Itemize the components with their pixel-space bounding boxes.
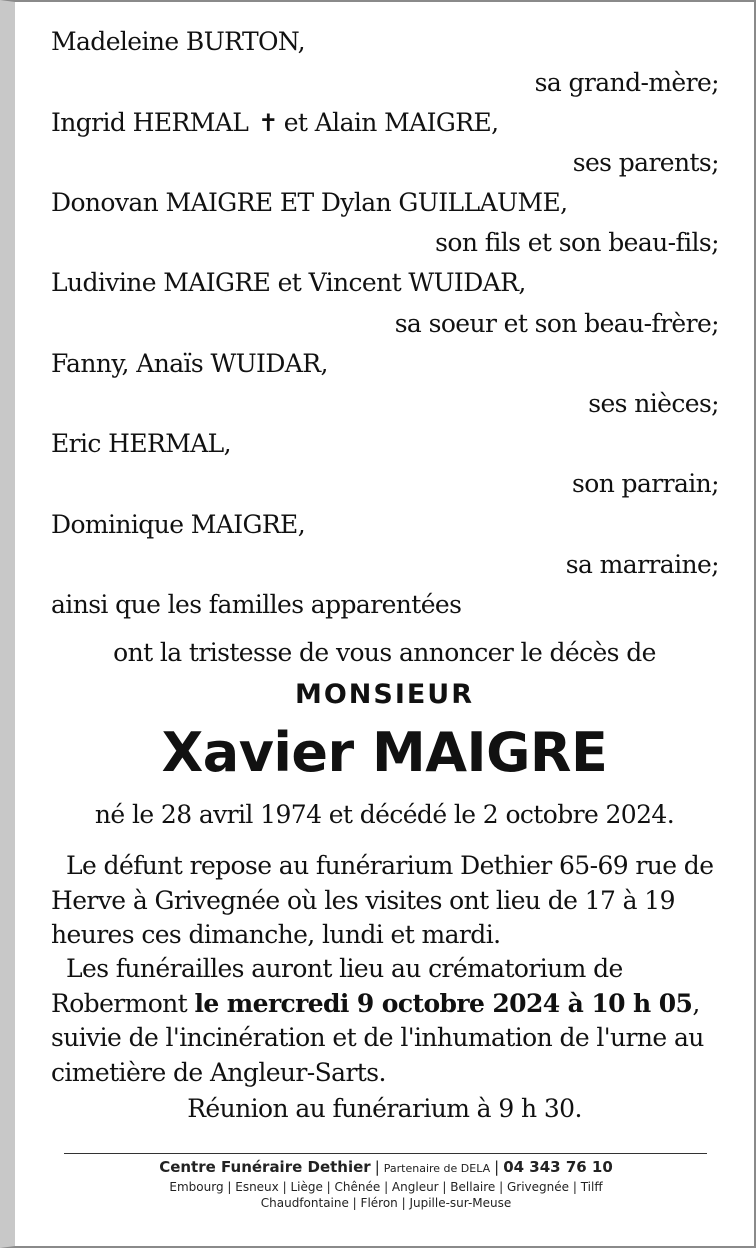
family-name-2 [51, 108, 498, 138]
funeral-date-time: le mercredi 9 octobre 2024 à 10 h 05 [194, 988, 693, 1018]
family-name-5: Fanny, Anaïs WUIDAR, [51, 349, 328, 378]
birth-death-dates: né le 28 avril 1974 et décédé le 2 octobre 2024. [94, 800, 675, 829]
paragraph-visitation [51, 849, 731, 953]
paragraph-funeral-start: Les funérailles auront lieu au crématorium de Robermont [51, 954, 623, 1018]
reunion: Réunion au funérarium à 9 h 30. [187, 1094, 582, 1123]
deceased-name: Xavier MAIGRE [161, 721, 608, 784]
family-name-3: Donovan MAIGRE ET Dylan GUILLAUME, [51, 188, 568, 217]
footer-divider [64, 1153, 707, 1154]
paragraph-funeral [51, 952, 731, 1090]
family-name-6: Eric HERMAL, [51, 429, 232, 458]
footer-phone: 04 343 76 10 [503, 1158, 613, 1176]
family-name-7: Dominique MAIGRE, [51, 510, 306, 539]
title-monsieur: MONSIEUR [294, 679, 475, 710]
announcement: ont la tristesse de vous annoncer le décès de [113, 638, 656, 667]
family-name-1: Madeleine BURTON, [51, 27, 305, 56]
family-relation-6: son parrain; [572, 469, 719, 498]
family-relation-7: sa marraine; [565, 550, 719, 579]
footer-company: Centre Funéraire Dethier [159, 1158, 371, 1176]
family-name-4: Ludivine MAIGRE et Vincent WUIDAR, [51, 268, 526, 297]
paragraph-visitation-text: Le défunt repose au funérarium Dethier 65-69 rue de Herve à Grivegnée où les visites ont lieu de 17 à 19 heures ces dimanche, lundi et mardi. [51, 851, 714, 949]
cross-icon: ✝ [258, 109, 278, 137]
family-relation-5: ses nièces; [588, 389, 719, 418]
family-relation-3: son fils et son beau-fils; [435, 228, 719, 257]
footer-line-1: Centre Funéraire Dethier | Partenaire de DELA | 04 343 76 10 [159, 1158, 613, 1176]
footer-locations-1: Embourg | Esneux | Liège | Chênée | Angleur | Bellaire | Grivegnée | Tilff [169, 1180, 603, 1194]
footer-partner: Partenaire de DELA [383, 1162, 491, 1175]
family-name-2a: Ingrid HERMAL [51, 108, 249, 137]
closing-family: ainsi que les familles apparentées [51, 590, 462, 619]
footer-locations-2: Chaudfontaine | Fléron | Jupille-sur-Meuse [260, 1196, 512, 1210]
family-relation-1: sa grand-mère; [534, 68, 719, 97]
family-relation-2: ses parents; [572, 148, 719, 177]
paragraph-funeral-end: , suivie de l'incinération et de l'inhumation de l'urne au cimetière de Angleur-Sarts. [51, 988, 704, 1087]
family-relation-4: sa soeur et son beau-frère; [394, 309, 719, 338]
family-name-2b: et Alain MAIGRE, [283, 108, 499, 137]
